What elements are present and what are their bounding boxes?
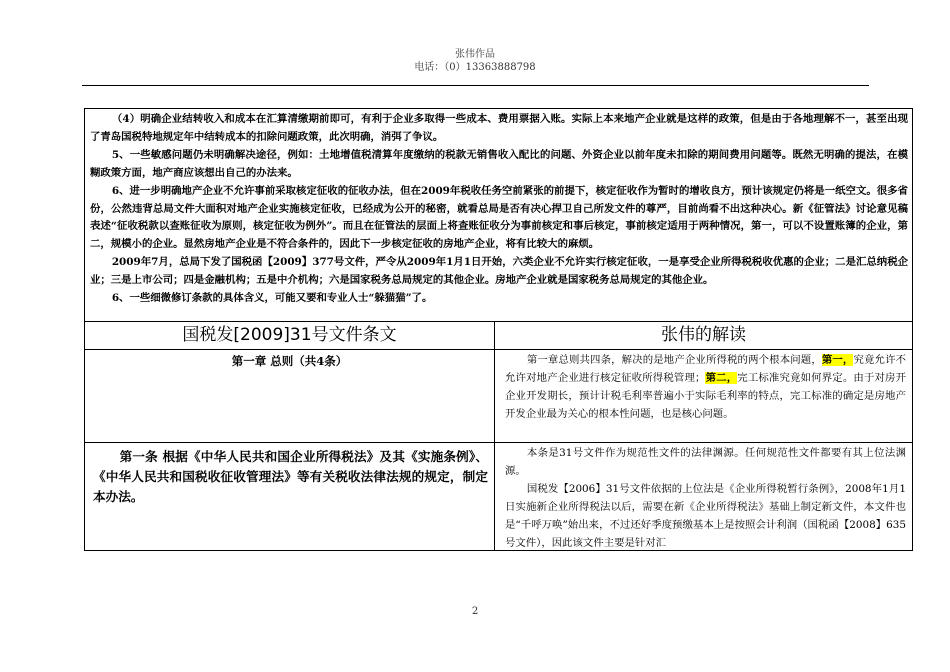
header-phone: 电话：（0）13363888798 bbox=[414, 62, 536, 73]
intro-paragraph: （4）明确企业结转收入和成本在汇算清缴期前即可，有利于企业多取得一些成本、费用票据入账。实际上本来地产企业就是这样的政策，但是由于各地理解不一，甚至出现了青岛国税特地规定年中结转成本的扣除问题政策，此次明确，消弭了争议。 bbox=[90, 113, 908, 143]
article-1-note-para: 本条是31号文件作为规范性文件的法律渊源。任何规范性文件都要有其上位法渊源。 bbox=[505, 447, 906, 477]
page-number: 2 bbox=[471, 606, 479, 617]
header-author: 张伟作品 bbox=[455, 49, 495, 60]
column-header-left: 国税发[2009]31号文件条文 bbox=[182, 325, 397, 345]
intro-paragraph: 2009年7月，总局下发了国税函【2009】377号文件，严令从2009年1月1日开始，六类企业不允许实行核定征收，一是享受企业所得税税收优惠的企业；二是汇总纳税企业；三是上市公司；四是金融机构；五是中介机构；六是国家税务总局规定的其他企业。房地产企业就是国家税务总局规定的其他企业。 bbox=[90, 256, 908, 287]
article-1-note-para: 国税发【2006】31号文件依据的上位法是《企业所得税暂行条例》，2008年1月1日实施新企业所得税法以后，需要在新《企业所得税法》基础上制定新文件，本文件也是“千呼万唤”始出来，不过还好季度预缴基本上是按照会计利润（国税函【2008】635号文件），因此该文件主要是针对汇 bbox=[505, 482, 906, 549]
intro-section bbox=[85, 109, 912, 321]
chapter-note-post: 完工标准究竟如何界定。由于对房开企业开发期长，预计计税毛利率普遍小于实际毛利率的特点，完工标准的确定是房地产开发企业最为关心的根本性问题，也是核心问题。 bbox=[505, 371, 907, 420]
chapter-title: 第一章 总则（共4条） bbox=[231, 354, 348, 368]
intro-paragraph: 5、一些敏感问题仍未明确解决途径，例如：土地增值税清算年度缴纳的税款无销售收入配比的问题、外资企业以前年度未扣除的期间费用问题等。既然无明确的提法，在模糊政策方面，地产商应该想出自己的办法来。 bbox=[90, 148, 908, 179]
chapter-note-pre: 第一章总则共四条，解决的是地产企业所得税的两个根本问题， bbox=[526, 354, 822, 366]
chapter-note bbox=[495, 352, 912, 442]
header-rule bbox=[82, 85, 869, 86]
highlight-first: 第一， bbox=[821, 354, 854, 366]
intro-paragraph: 6、进一步明确地产企业不允许事前采取核定征收的征收办法，但在2009年税收任务空前紧张的前提下，核定征收作为暂时的增收良方，预计该规定仍将是一纸空文。很多省份，公然违背总局文件大面积对地产企业实施核定征收，已经成为公开的秘密，就看总局是否有决心捍卫自己所发文件的尊严，目前尚看不出这种决心。新《征管法》讨论意见稿表述“征收税款以查账征收为原则，核定征收为例外”。而且在征管法的层面上将查账征收分为事前核定和事后核定，事前核定适用于两种情况，第一，可以不设置账簿的企业，第二，规模小的企业。显然房地产企业是不符合条件的，因此下一步核定征收的房地产企业，将有比较大的麻烦。 bbox=[90, 184, 908, 251]
page-header bbox=[0, 48, 950, 74]
highlight-second: 第二， bbox=[705, 371, 738, 384]
article-1-text: 第一条 根据《中华人民共和国企业所得税法》及其《实施条例》、《中华人民共和国税收征收管理法》等有关税收法律法规的规定，制定本办法。 bbox=[93, 449, 488, 504]
chapter-note-mid: 究竟允许不允许对地产企业进行核定征收所得税管理； bbox=[505, 354, 907, 384]
article-1 bbox=[85, 443, 494, 551]
intro-paragraph: 6、一些细微修订条款的具体含义，可能又要和专业人士“躲猫猫”了。 bbox=[111, 292, 433, 305]
article-1-note bbox=[495, 445, 912, 551]
column-header-right: 张伟的解读 bbox=[661, 325, 746, 345]
document-table bbox=[84, 108, 913, 551]
